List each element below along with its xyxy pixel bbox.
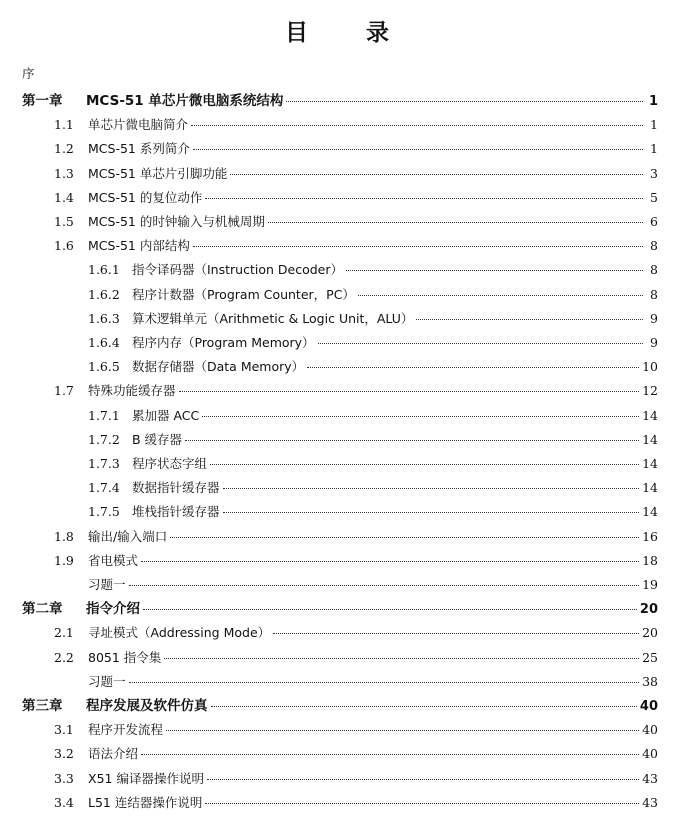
dot-leader <box>268 222 643 223</box>
toc-entry-title: L51 连结器操作说明 <box>88 794 203 810</box>
toc-entry-number: 1.6.3 <box>88 310 120 326</box>
toc-entry-number: 1.5 <box>54 214 74 229</box>
toc-entry-number: 第三章 <box>22 698 63 714</box>
toc-entry-title: 程序计数器（Program Counter，PC） <box>132 286 355 302</box>
dot-leader <box>179 391 640 392</box>
toc-entry-title: 习题一 <box>88 577 126 592</box>
toc-entry-page-number: 12 <box>642 383 658 399</box>
toc-entry-page-number: 5 <box>650 189 658 205</box>
toc-subsection-entry[interactable] <box>88 357 658 377</box>
toc-chapter-entry[interactable] <box>22 91 658 111</box>
toc-entry-title: MCS-51 系列简介 <box>88 141 190 157</box>
preface-label: 序 <box>22 66 35 81</box>
dot-leader <box>205 198 643 199</box>
toc-entry-number: 第一章 <box>22 93 63 109</box>
dot-leader <box>141 561 639 562</box>
toc-entry-title: MCS-51 单芯片微电脑系统结构 <box>86 93 284 109</box>
dot-leader <box>129 682 640 683</box>
toc-entry-number: 第二章 <box>22 601 63 618</box>
toc-entry-number: 3.2 <box>54 746 74 762</box>
dot-leader <box>141 754 639 755</box>
dot-leader <box>230 174 643 175</box>
toc-entry-page-number: 43 <box>642 770 658 786</box>
toc-entry-page-number: 40 <box>639 699 658 714</box>
toc-entry-number: 1.6.1 <box>88 262 120 278</box>
toc-section-entry[interactable] <box>54 575 658 595</box>
toc-entry-number: 3.4 <box>54 794 74 810</box>
toc-section-entry[interactable] <box>54 381 658 401</box>
toc-entry-title: 数据指针缓存器 <box>132 480 220 496</box>
toc-entry-title: 单芯片微电脑简介 <box>88 117 189 133</box>
toc-entry-number: 3.3 <box>54 770 74 786</box>
toc-entry-page-number: 8 <box>650 262 658 278</box>
dot-leader <box>205 803 639 804</box>
title-left-char: 目 <box>285 20 308 46</box>
dot-leader <box>223 488 640 489</box>
dot-leader <box>210 464 639 465</box>
toc-section-entry[interactable] <box>54 139 658 159</box>
dot-leader <box>223 512 640 513</box>
dot-leader <box>207 779 639 780</box>
toc-entry-number: 1.7.4 <box>88 480 120 496</box>
toc-entry-page-number: 20 <box>642 625 658 641</box>
preface-entry[interactable] <box>22 64 658 84</box>
toc-entry-page-number: 1 <box>650 117 658 133</box>
toc-entry-number: 1.8 <box>54 528 74 544</box>
toc-entry-title: 省电模式 <box>88 552 139 568</box>
toc-chapter-entry[interactable] <box>22 599 658 619</box>
toc-entry-number: 1.6 <box>54 238 74 254</box>
toc-subsection-entry[interactable] <box>88 260 658 280</box>
toc-entry-number: 2.1 <box>54 625 74 641</box>
toc-entry-page-number: 18 <box>642 552 658 568</box>
toc-entry-page-number: 14 <box>642 504 658 520</box>
toc-entry-title: 特殊功能缓存器 <box>88 383 176 399</box>
toc-entry-title: 程序开发流程 <box>88 722 164 738</box>
toc-section-entry[interactable] <box>54 115 658 135</box>
dot-leader <box>211 706 637 707</box>
dot-leader <box>193 149 643 150</box>
toc-chapter-entry[interactable] <box>22 696 658 716</box>
toc-entry-number: 1.2 <box>54 141 74 157</box>
toc-entry-title: 算术逻辑单元（Arithmetic & Logic Unit，ALU） <box>132 310 414 326</box>
toc-subsection-entry[interactable] <box>88 430 658 450</box>
toc-entry-title: 数据存储器（Data Memory） <box>132 359 305 375</box>
toc-entry-number: 1.7.5 <box>88 504 120 520</box>
toc-entry-page-number: 8 <box>650 286 658 302</box>
toc-entry-page-number: 14 <box>642 480 658 496</box>
toc-entry-title: 指令译码器（Instruction Decoder） <box>132 262 343 278</box>
toc-entry-title: B 缓存器 <box>132 431 183 447</box>
toc-entry-number: 1.6.5 <box>88 359 120 375</box>
toc-entry-page-number: 14 <box>642 431 658 447</box>
toc-entry-page-number: 3 <box>650 165 658 181</box>
toc-entry-page-number: 19 <box>642 577 658 592</box>
toc-subsection-entry[interactable] <box>88 333 658 353</box>
toc-entry-title: X51 编译器操作说明 <box>88 770 204 786</box>
dot-leader <box>129 585 640 586</box>
dot-leader <box>166 730 639 731</box>
toc-section-entry[interactable] <box>54 744 658 764</box>
toc-entry-page-number: 38 <box>642 673 658 689</box>
toc-subsection-entry[interactable] <box>88 454 658 474</box>
toc-section-entry[interactable] <box>54 212 658 232</box>
toc-entry-page-number: 40 <box>642 722 658 738</box>
toc-section-entry[interactable] <box>54 720 658 740</box>
toc-entry-page-number: 25 <box>642 649 658 665</box>
toc-section-entry[interactable] <box>54 527 658 547</box>
toc-entry-title: MCS-51 的复位动作 <box>88 189 203 205</box>
toc-entry-number: 1.7.1 <box>88 407 120 423</box>
dot-leader <box>193 246 643 247</box>
toc-entry-page-number: 1 <box>650 141 658 157</box>
toc-entry-title: MCS-51 的时钟输入与机械周期 <box>88 214 265 229</box>
toc-entry-title: 指令介绍 <box>86 601 140 618</box>
toc-entry-title: 语法介绍 <box>88 746 139 762</box>
dot-leader <box>286 101 643 102</box>
toc-entry-page-number: 8 <box>650 238 658 254</box>
toc-section-entry[interactable] <box>54 793 658 813</box>
dot-leader <box>273 633 639 634</box>
dot-leader <box>346 270 643 271</box>
toc-entry-title: 习题一 <box>88 673 126 689</box>
toc-entry-number: 1.4 <box>54 189 74 205</box>
toc-entry-page-number: 6 <box>650 214 658 229</box>
toc-entry-number: 1.3 <box>54 165 74 181</box>
toc-entry-number: 1.7 <box>54 383 74 399</box>
toc-entry-number: 1.6.2 <box>88 286 120 302</box>
toc-subsection-entry[interactable] <box>88 478 658 498</box>
toc-entry-number: 2.2 <box>54 649 74 665</box>
toc-subsection-entry[interactable] <box>88 502 658 522</box>
toc-section-entry[interactable] <box>54 672 658 692</box>
toc-section-entry[interactable] <box>54 769 658 789</box>
dot-leader <box>416 319 643 320</box>
toc-entry-page-number: 43 <box>642 794 658 810</box>
toc-entry-title: MCS-51 单芯片引脚功能 <box>88 165 228 181</box>
toc-entry-title: 输出/输入端口 <box>88 528 168 544</box>
toc-entry-title: 程序内存（Program Memory） <box>132 335 315 350</box>
toc-section-entry[interactable] <box>54 164 658 184</box>
toc-entry-title: 堆栈指针缓存器 <box>132 504 220 520</box>
toc-entry-page-number: 20 <box>639 602 658 618</box>
toc-entry-number: 1.6.4 <box>88 335 120 350</box>
dot-leader <box>170 537 639 538</box>
toc-entry-title: 程序状态字组 <box>132 456 208 471</box>
dot-leader <box>185 440 639 441</box>
toc-entry-number: 1.9 <box>54 552 74 568</box>
dot-leader <box>191 125 643 126</box>
toc-entry-title: 寻址模式（Addressing Mode） <box>88 625 271 641</box>
toc-entry-page-number: 40 <box>642 746 658 762</box>
toc-entry-title: 程序发展及软件仿真 <box>86 698 208 714</box>
title-right-char: 录 <box>366 20 389 46</box>
toc-subsection-entry[interactable] <box>88 285 658 305</box>
toc-entry-page-number: 1 <box>648 94 658 109</box>
toc-section-entry[interactable] <box>54 236 658 256</box>
dot-leader <box>358 295 643 296</box>
dot-leader <box>202 416 639 417</box>
toc-section-entry[interactable] <box>54 623 658 643</box>
toc-entry-title: 8051 指令集 <box>88 649 162 665</box>
toc-entry-page-number: 9 <box>650 335 658 350</box>
toc-section-entry[interactable] <box>54 648 658 668</box>
toc-entry-page-number: 16 <box>642 528 658 544</box>
toc-entry-number: 1.7.3 <box>88 456 120 471</box>
toc-entry-page-number: 9 <box>650 310 658 326</box>
dot-leader <box>307 367 639 368</box>
toc-entry-page-number: 14 <box>642 456 658 471</box>
toc-subsection-entry[interactable] <box>88 309 658 329</box>
toc-subsection-entry[interactable] <box>88 406 658 426</box>
toc-entry-page-number: 10 <box>642 359 658 375</box>
dot-leader <box>143 609 637 610</box>
toc-entry-number: 1.7.2 <box>88 431 120 447</box>
toc-entry-number: 3.1 <box>54 722 74 738</box>
toc-entry-title: 累加器 ACC <box>132 407 200 423</box>
toc-entry-title: MCS-51 内部结构 <box>88 238 190 254</box>
toc-entry-number: 1.1 <box>54 117 74 133</box>
toc-section-entry[interactable] <box>54 551 658 571</box>
toc-entry-page-number: 14 <box>642 407 658 423</box>
dot-leader <box>318 343 643 344</box>
dot-leader <box>164 658 639 659</box>
toc-section-entry[interactable] <box>54 188 658 208</box>
page-title <box>0 14 674 47</box>
